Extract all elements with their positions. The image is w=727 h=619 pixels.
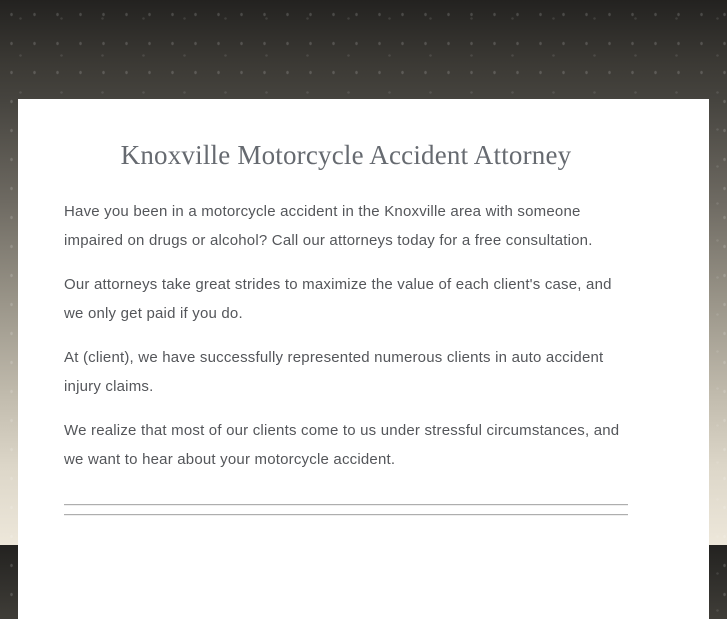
intro-paragraph: Have you been in a motorcycle accident in the Knoxville area with someone impaired on drugs or alcohol? Call our attorneys today for a free consultation. (64, 203, 593, 249)
divider-bottom (64, 514, 628, 516)
content-card (18, 99, 709, 619)
value-paragraph: Our attorneys take great strides to maximize the value of each client's case, and we only get paid if you do. (64, 276, 612, 322)
article-content (18, 99, 709, 516)
empathy-paragraph: We realize that most of our clients come to us under stressful circumstances, and we want to hear about your motorcycle accident. (64, 422, 620, 468)
divider-top (64, 504, 628, 506)
experience-paragraph: At (client), we have successfully represented numerous clients in auto accident injury claims. (64, 349, 604, 395)
page-title: Knoxville Motorcycle Accident Attorney (120, 140, 572, 170)
